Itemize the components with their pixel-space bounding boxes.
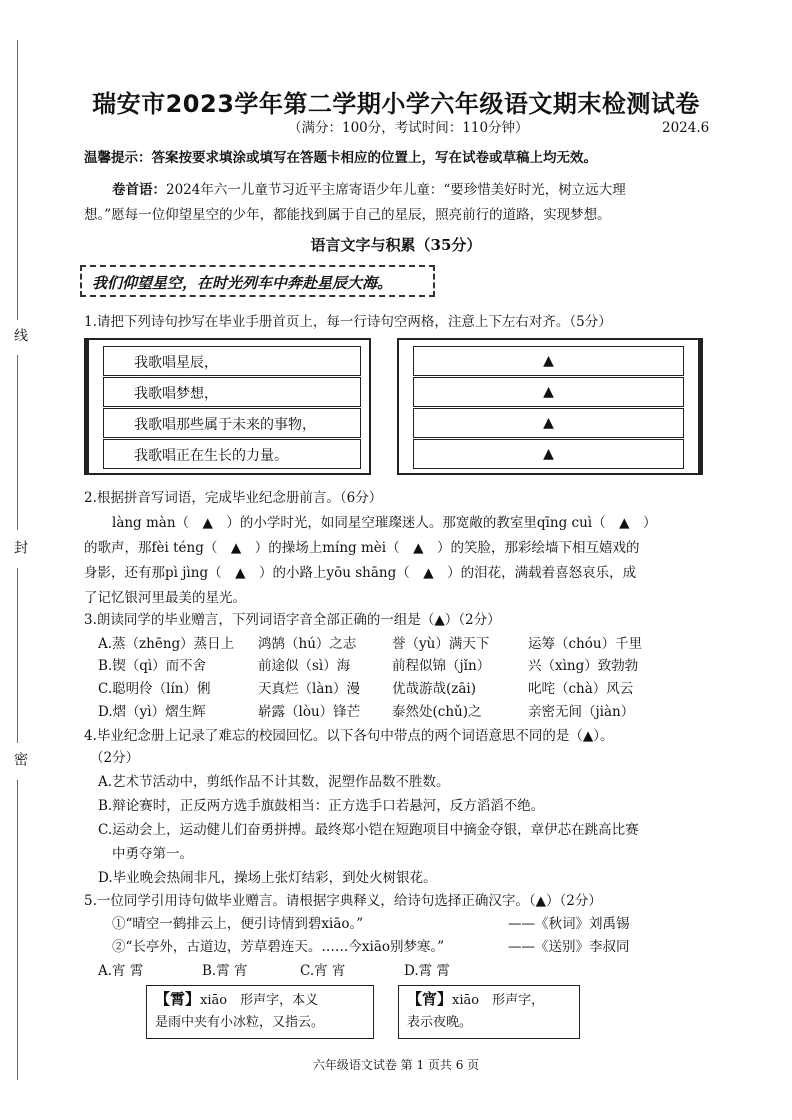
q2-line-3: 身影，还有那pì jìng（ ▲ ）的小路上yōu shāng（ ▲ ）的泪花，满载着喜怒哀乐，成 xyxy=(84,565,637,581)
answer-line xyxy=(413,346,684,376)
q5-choice-d: D.霄 霄 xyxy=(404,963,450,979)
entry-line-1: xiāo 形声字， xyxy=(452,993,545,1008)
q4-option-a: A.艺术节活动中，剪纸作品不计其数，泥塑作品数不胜数。 xyxy=(98,774,450,790)
preface-label: 卷首语： xyxy=(112,182,166,198)
margin-label-secret: 密 xyxy=(12,752,28,766)
q5-choice-c: C.宵 宵 xyxy=(300,963,346,979)
q3-option-d-3: 泰然处(chǔ)之 xyxy=(392,704,482,720)
preface-text: 2024年六一儿童节习近平主席寄语少年儿童：“要珍惜美好时光，树立远大理 xyxy=(166,182,626,198)
margin-label-seal: 封 xyxy=(12,540,28,554)
q3-option-c-3: 优哉游哉(zāi) xyxy=(392,681,477,697)
q1-stem: 1.请把下列诗句抄写在毕业手册首页上，每一行诗句空两格，注意上下左右对齐。（5分） xyxy=(84,314,612,330)
answer-line xyxy=(413,377,684,407)
poem-line xyxy=(103,408,361,438)
q2-stem: 2.根据拼音写词语，完成毕业纪念册前言。（6分） xyxy=(84,490,383,506)
poem-line-text: 我歌唱梦想， xyxy=(134,386,218,402)
entry-head: 【宵】 xyxy=(407,990,453,1008)
poem-line xyxy=(103,377,361,407)
exam-date: 2024.6 xyxy=(662,120,710,136)
poem-line-text: 我歌唱星辰， xyxy=(134,355,218,371)
binding-line xyxy=(17,780,18,1080)
q5-stem: 5.一位同学引用诗句做毕业赠言。请根据字典释义，给诗句选择正确汉字。（▲）（2分） xyxy=(84,893,602,909)
q3-option-d-4: 亲密无间（jiàn） xyxy=(528,704,635,720)
page-footer: 六年级语文试卷 第 1 页共 6 页 xyxy=(312,1058,480,1072)
q5-poem-1-source: ——《秋词》刘禹锡 xyxy=(508,916,630,932)
answer-marker: ▲ xyxy=(543,415,554,431)
q5-poem-1: ①“晴空一鹤排云上，便引诗情到碧xiāo。” xyxy=(112,916,364,932)
exam-meta: （满分：100分，考试时间：110分钟） xyxy=(288,120,529,136)
q4-option-c-line-1: C.运动会上，运动健儿们奋勇拼搏。最终郑小铠在短跑项目中摘金夺银，章伊芯在跳高比赛 xyxy=(98,822,639,838)
q3-option-d-1: D.熠（yì）熠生辉 xyxy=(98,704,206,720)
entry-line-2: 表示夜晚。 xyxy=(407,1015,473,1030)
poem-line xyxy=(103,346,361,376)
q3-option-a-2: 鸿鹄（hú）之志 xyxy=(258,636,357,652)
q3-stem: 3.朗读同学的毕业赠言，下列词语字音全部正确的一组是（▲）（2分） xyxy=(84,612,501,628)
q3-option-a-1: A.蒸（zhēng）蒸日上 xyxy=(98,636,235,652)
warm-tip: 温馨提示：答案按要求填涂或填写在答题卡相应的位置上，写在试卷或草稿上均无效。 xyxy=(84,150,597,166)
answer-line xyxy=(413,408,684,438)
q5-poem-2-source: ——《送别》李叔同 xyxy=(508,939,630,955)
q3-option-c-1: C.聪明伶（lín）俐 xyxy=(98,681,211,697)
q2-line-1: làng màn（ ▲ ）的小学时光，如同星空璀璨迷人。那宽敞的教室里qīng cuì（ ▲ ） xyxy=(112,515,657,531)
dictionary-entry-xiao-night xyxy=(398,985,580,1039)
binding-line xyxy=(17,40,18,320)
q3-option-d-2: 崭露（lòu）锋芒 xyxy=(258,704,361,720)
q3-option-a-3: 誉（yù）满天下 xyxy=(392,636,490,652)
q5-poem-2: ②“长亭外，古道边，芳草碧连天。……今xiāo别梦寒。” xyxy=(112,939,445,955)
dictionary-entry-xiao-cloud xyxy=(146,985,374,1039)
q4-option-b: B.辩论赛时，正反两方选手旗鼓相当：正方选手口若悬河，反方滔滔不绝。 xyxy=(98,798,545,814)
q5-choice-b: B.霄 宵 xyxy=(202,963,248,979)
exam-title: 瑞安市2023学年第二学期小学六年级语文期末检测试卷 xyxy=(92,90,700,118)
poem-line-text: 我歌唱正在生长的力量。 xyxy=(134,448,288,464)
entry-line-2: 是雨中夹有小冰粒，又指云。 xyxy=(155,1015,325,1030)
q3-option-b-4: 兴（xìng）致勃勃 xyxy=(528,658,639,674)
q4-score: （2分） xyxy=(90,750,140,766)
q3-option-c-2: 天真烂（làn）漫 xyxy=(258,681,361,697)
binding-line xyxy=(17,355,18,530)
answer-marker: ▲ xyxy=(543,353,554,369)
q3-option-c-4: 叱咤（chà）风云 xyxy=(528,681,634,697)
binding-line xyxy=(17,568,18,743)
q4-option-d: D.毕业晚会热闹非凡，操场上张灯结彩，到处火树银花。 xyxy=(98,870,437,886)
answer-marker: ▲ xyxy=(543,384,554,400)
q2-line-4: 了记忆银河里最美的星光。 xyxy=(84,590,246,606)
q3-option-b-2: 前途似（sì）海 xyxy=(258,658,351,674)
banner-box xyxy=(80,265,435,297)
q3-option-b-1: B.锲（qì）而不舍 xyxy=(98,658,207,674)
section-title: 语言文字与积累（35分） xyxy=(310,236,482,254)
preface-line-2: 想。”愿每一位仰望星空的少年，都能找到属于自己的星辰，照亮前行的道路，实现梦想。 xyxy=(84,207,611,223)
banner-text: 我们仰望星空，在时光列车中奔赴星辰大海。 xyxy=(92,274,393,292)
q4-option-c-line-2: 中勇夺第一。 xyxy=(112,846,193,862)
poem-answer-table xyxy=(397,338,703,475)
answer-line xyxy=(413,439,684,469)
q2-line-2: 的歌声，那fèi téng（ ▲ ）的操场上míng mèi（ ▲ ）的笑脸，那彩绘墙下相互嬉戏的 xyxy=(84,540,640,556)
q5-choice-a: A.宵 霄 xyxy=(98,963,144,979)
answer-marker: ▲ xyxy=(543,446,554,462)
poem-line xyxy=(103,439,361,469)
q4-stem: 4.毕业纪念册上记录了难忘的校园回忆。以下各句中带点的两个词语意思不同的是（▲）。 xyxy=(84,728,614,744)
q3-option-b-3: 前程似锦（jǐn） xyxy=(392,658,491,674)
entry-head: 【霄】 xyxy=(155,990,201,1008)
entry-line-1: xiāo 形声字，本义 xyxy=(200,993,319,1008)
preface-line-1 xyxy=(112,180,626,200)
poem-source-table xyxy=(84,338,371,475)
q3-option-a-4: 运筹（chóu）千里 xyxy=(528,636,643,652)
poem-line-text: 我歌唱那些属于未来的事物， xyxy=(134,417,316,433)
margin-label-line: 线 xyxy=(12,328,28,342)
